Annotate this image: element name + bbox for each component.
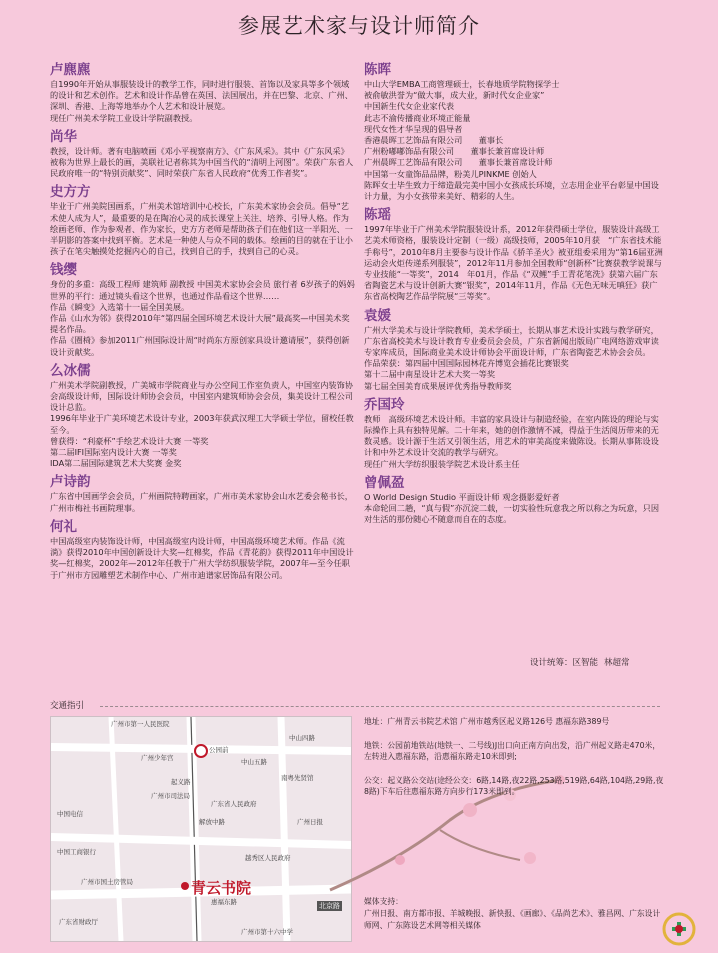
artist-name: 史方方 (50, 184, 91, 201)
credit-name: 林超常 (604, 658, 630, 668)
left-artist-column (50, 62, 356, 586)
map-label: 广州市国土房管局 (81, 878, 133, 886)
map-roads (51, 717, 351, 941)
map-label: 中山四路 (289, 734, 315, 742)
artist-bio: 中山大学EMBA工商管理硕士，长春地质学院物探学士 被俞敏洪誉为“做大事，成大业，新时代女企业家” 中国新生代女企业家代表 此志不渝传播商业环境正能量 现代女性才华呈现的倡导者 香港晨晖工艺饰品有限公司 董事长 广州粉嘟嘟饰品有限公司 董事长兼首席设计师 广州晨晖工艺饰品有限公司 董事长兼首席设计师 中国第一女童饰品品牌，粉美儿PINKME 创始人 陈晖女士毕生致力于缔造最完美中国小女孩成长环境，立志用企业平台彰显中国设计力量，为小女孩带来美好、精彩的人生。 (364, 79, 659, 202)
credit-label: 设计统筹：区智能 (530, 658, 599, 668)
map-label: 中山五路 (241, 758, 267, 766)
metro-directions: 地铁：公园前地铁站(地铁一、二号线)J出口向正南方向出发，沿广州起义路走470米，左转进入惠福东路，沿惠福东路走10米即到; (364, 740, 661, 761)
artist-entry (50, 62, 356, 124)
artist-bio: 身份的多重：高级工程师 建筑师 副教授 中国美术家协会会员 旅行者 6岁孩子的妈妈 世界的平行：通过镜头看这个世界，也通过作品看这个世界…… 作品《瞬变》入选第十一届全国美展。 作品《山水为邻》获得2010年“第四届全国环境艺术设计大展”最高奖—中国美术奖提名作品。 作品《圈椅》参加2011广州国际设计周“时尚东方原创家具设计邀请展”，获得创新设计贡献奖。 (50, 279, 355, 357)
artist-bio: 广州大学美术与设计学院教师，美术学硕士，长期从事艺术设计实践与教学研究，广东省高校美术与设计教育专业委员会会员，广东省新闻出版局广电网络游戏审读专家库成员，国际商业美术设计师协会平面设计师，广东省陶瓷艺术协会会员。 作品荣获：第四届中国国际园林花卉博览会插花比赛银奖 第十二届中南星设计艺术大奖一等奖 第七届全国美育成果展评优秀指导教师奖 (364, 324, 659, 391)
map-brand-label: 青云书院 (191, 879, 252, 897)
artist-name: 钱缨 (50, 262, 77, 279)
map-label: 广东省财政厅 (59, 918, 98, 926)
map-label: 广州日报 (297, 818, 323, 826)
map-label: 解放中路 (199, 818, 225, 826)
map-label: 广州市第一人民医院 (111, 720, 170, 728)
location-pin-icon (181, 882, 189, 890)
artist-bio: 教师 高级环境艺术设计师。丰富的家具设计与制造经验，在室内陈设的理论与实际操作上具有独特见解。二十年来，她的创作激情不减，得益于生活阅历带来的无数灵感。设计源于生活又引领生活，用艺术的审美高度来做陈设。长期从事陈设设计和中外艺术设计交流的教学与研究。 现任广州大学纺织服装学院艺术设计系主任 (364, 413, 659, 469)
design-credit (530, 656, 630, 668)
artist-name: 卢诗韵 (50, 474, 91, 491)
artist-name: 曾佩盈 (364, 474, 405, 491)
map-label: 广东省人民政府 (211, 800, 257, 808)
artist-entry (364, 207, 664, 302)
artist-entry (364, 62, 664, 202)
artist-bio: 中国高级室内装饰设计师，中国高级室内设计师，中国高级环境艺术师。作品《流淌》获得2010年中国创新设计大奖—红棉奖，作品《青花韵》获得2011年中国设计奖—红棉奖，2002年—2012年任教于广州大学纺织服装学院，2007年—至今任职于广州市方园雕塑艺术制作中心、广州市迪谱家居饰品有限公司。 (50, 535, 354, 580)
artist-entry (50, 129, 356, 180)
artist-entry (50, 519, 356, 581)
traffic-section-label: 交通指引 (50, 701, 85, 711)
artist-bio: O World Design Studio 平面设计师 观念摄影爱好者 本命轮回二趟，“真与假”亦沉淀二载，一切实验性玩意我之所以称之为玩意，只因对生活的那份随心不随意而自在的态度。 (364, 491, 660, 525)
artist-entry (364, 475, 664, 526)
artist-entry (364, 308, 664, 392)
artist-name: 袁媛 (364, 307, 391, 324)
artist-entry (50, 363, 356, 470)
address-text: 地址：广州青云书院艺术馆 广州市越秀区起义路126号 惠福东路389号 (364, 717, 610, 726)
map-label: 广州市司法局 (151, 792, 190, 800)
artist-bio: 广东省中国画学会会员，广州画院特聘画家，广州市美术家协会山水艺委会秘书长，广州市梅社书画院理事。 (50, 491, 353, 513)
artist-name: 陈瑶 (364, 207, 391, 224)
map-label: 广州少年宫 (141, 754, 174, 762)
bus-directions: 公交：起义路公交站(途经公交：6路,14路,夜22路,253路,519路,64路,104路,29路,夜8路)下车后往惠福东路方向步行173米即到。 (364, 775, 664, 796)
artist-name: 乔国玲 (364, 396, 405, 413)
section-divider (100, 706, 660, 707)
map-road-label: 北京路 (319, 902, 340, 910)
artist-name: 么冰儒 (50, 362, 91, 379)
page-title: 参展艺术家与设计师简介 (238, 14, 480, 38)
map-label: 南粤先贤馆 (281, 774, 314, 782)
map-label: 惠福东路 (211, 898, 237, 906)
artist-bio: 毕业于广州美院国画系，广州美术馆培训中心校长，广东美术家协会会员。倡导“艺术使人成为人”，最重要的是在陶冶心灵的成长课堂上关注、培养、引导人格。作为绘画老师、作为参观者、作为家长，史方方老师是帮助孩子们在他们这一半阳光、一半阴影的答案中找到平衡。艺术是一种使人与众不同的载体。绘画的目的就在于让小孩子在笔尖触摸处挖掘内心的自己，找到自己的手，找到自己的心灵。 (50, 201, 353, 257)
media-support: 媒体支持： 广州日报、南方都市报、羊城晚报、新快报、《画廊》、《品尚艺术》、雅昌网、广东设计师网、广东陈设艺术网等相关媒体 (364, 897, 661, 930)
artist-entry (364, 397, 664, 470)
artist-name: 尚华 (50, 128, 77, 145)
location-map[interactable] (50, 716, 352, 942)
artist-bio: 自1990年开始从事服装设计的教学工作，同时进行服装、首饰以及家具等多个领域的设计和艺术创作。艺术和设计作品曾在英国、法国展出，并在巴黎、北京、广州、深圳、香港、上海等地举办个人艺术和设计展览。 现任广州美术学院工业设计学院副教授。 (50, 79, 353, 123)
map-label: 公园前 (209, 746, 229, 754)
map-label: 广州市第十六中学 (241, 928, 293, 936)
map-label: 起义路 (171, 778, 191, 786)
right-artist-column (364, 62, 664, 531)
organizer-logo-icon (662, 912, 696, 946)
artist-bio: 教授，设计师。著有电脑喷画《邓小平视察南方》、《广东风采》。其中《广东风采》被称为世界上最长的画，美联社记者称其为中国当代的“清明上河图”。荣获广东省人民政府唯一的“特别贡献奖”、同时荣获广东省人民政府“优秀工作者奖”。 (50, 145, 354, 179)
artist-entry (50, 474, 356, 513)
map-label: 中国工商银行 (57, 848, 96, 856)
map-label: 越秀区人民政府 (245, 854, 291, 862)
artist-bio: 1997年毕业于广州美术学院服装设计系，2012年获得硕士学位，服装设计高级工艺美术师资格，服装设计定制（一级）高级技师，2005年10月获 “广东省技术能手称号”，2010年8月主要参与设计作品《骄羊圣火》被亚组委采用为“第16届亚洲运动会火炬传递系列服装”，2012年11月参加全国教师“创新杯”比赛获教学说课与专业技能“一等奖”，2014 年01月，作品《“双鲤”手工青花笔洗》获第六届广东省陶瓷艺术与设计创新大赛“银奖”，2014年11月，作品《无色无味无嗔狂》获广东省高校陶艺作品学院展“三等奖”。 (364, 224, 663, 302)
artist-bio: 广州美术学院副教授，广美城市学院商业与办公空间工作室负责人，中国室内装饰协会高级设计师，国际设计师协会会员，中国室内建筑师协会会员，集美设计工程公司设计总监。 1996年毕业于广美环境艺术设计专业，2003年获武汉理工大学硕士学位，留校任教至今。 曾获得：“利豪杯”手绘艺术设计大赛 一等奖 第二届IFI国际室内设计大赛 一等奖 IDA第二届国际建筑艺术大奖赛 金奖 (50, 379, 354, 469)
artist-name: 何礼 (50, 518, 77, 535)
artist-name: 卢麃麃 (50, 62, 91, 78)
artist-entry (50, 184, 356, 257)
map-label: 中国电信 (57, 810, 83, 818)
artist-entry (50, 262, 356, 357)
artist-name: 陈晖 (364, 62, 391, 78)
traffic-info (364, 716, 664, 810)
